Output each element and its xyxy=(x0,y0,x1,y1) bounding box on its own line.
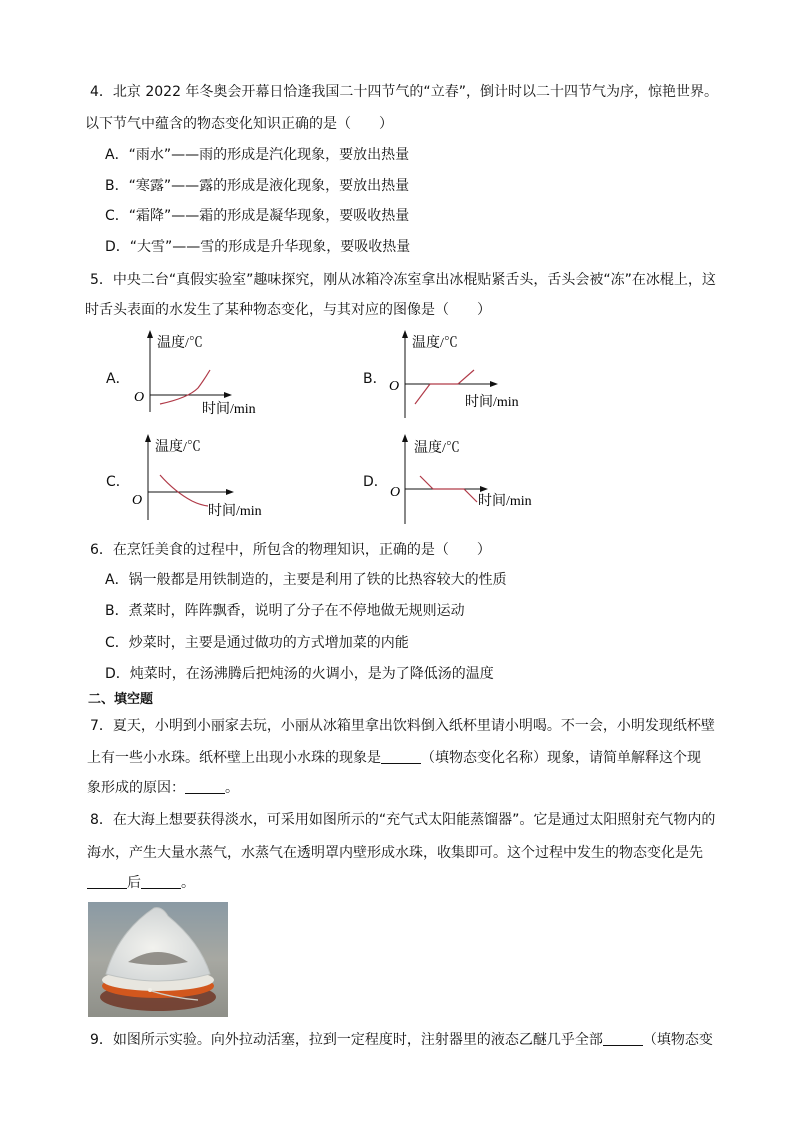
q6-option-b: B．煮菜时，阵阵飘香，说明了分子在不停地做无规则运动 xyxy=(105,603,465,619)
graph-c-label: C． xyxy=(106,474,130,490)
graph-c-origin: O xyxy=(132,493,143,508)
q8-line1: 8．在大海上想要获得淡水，可采用如图所示的“充气式太阳能蒸馏器”。它是通过太阳照射充气物内的 xyxy=(90,812,716,828)
q4-stem-line1: 4．北京 2022 年冬奥会开幕日恰逢我国二十四节气的“立春”，倒计时以二十四节气为序，惊艳世界。 xyxy=(90,84,718,100)
q9-line1-text-b: （填物态变 xyxy=(642,1032,713,1048)
q6-option-c: C．炒菜时，主要是通过做功的方式增加菜的内能 xyxy=(105,635,409,651)
graph-c-ylabel: 温度/℃ xyxy=(155,440,201,455)
q6-stem: 6．在烹饪美食的过程中，所包含的物理知识，正确的是（ ） xyxy=(90,542,491,558)
q7-line3 xyxy=(87,778,239,798)
graph-b-xlabel: 时间/min xyxy=(465,395,519,410)
q6-option-a: A．锅一般都是用铁制造的，主要是利用了铁的比热容较大的性质 xyxy=(105,572,507,588)
q8-line3 xyxy=(87,873,195,893)
graph-d-xlabel: 时间/min xyxy=(478,494,532,509)
graph-b-ylabel: 温度/℃ xyxy=(412,336,458,351)
q4-option-d: D．“大雪”——雪的形成是升华现象，要吸收热量 xyxy=(105,239,411,255)
q7-line2-text-b: （填物态变化名称）现象，请简单解释这个现 xyxy=(421,750,701,766)
q4-option-c: C．“霜降”——霜的形成是凝华现象，要吸收热量 xyxy=(105,208,410,224)
q5-stem-line2: 时舌头表面的水发生了某种物态变化，与其对应的图像是（ ） xyxy=(85,302,491,318)
graph-d-label: D． xyxy=(363,474,388,490)
q7-blank-1[interactable] xyxy=(381,749,421,764)
q6-option-d: D．炖菜时，在汤沸腾后把炖汤的火调小，是为了降低汤的温度 xyxy=(105,666,494,682)
q4-option-b: B．“寒露”——露的形成是液化现象，要放出热量 xyxy=(105,178,410,194)
graph-c-xlabel: 时间/min xyxy=(208,504,262,519)
graph-a-origin: O xyxy=(134,390,145,405)
section-title: 二、填空题 xyxy=(88,692,154,707)
graph-a-xlabel: 时间/min xyxy=(202,402,256,417)
q7-line3-text-a: 象形成的原因： xyxy=(87,780,185,796)
graph-b-label: B． xyxy=(363,371,387,387)
q7-line3-text-b: 。 xyxy=(225,780,239,796)
graph-c xyxy=(130,432,280,527)
graph-d-ylabel: 温度/℃ xyxy=(414,441,460,456)
graph-b-origin: O xyxy=(389,379,400,394)
solar-still-photo xyxy=(88,902,228,1017)
q8-blank-2[interactable] xyxy=(141,874,181,889)
graph-a-label: A． xyxy=(106,371,130,387)
q9-line1-text-a: 9．如图所示实验。向外拉动活塞，拉到一定程度时，注射器里的液态乙醚几乎全部 xyxy=(90,1032,603,1048)
q8-line3-text-b: 。 xyxy=(181,875,195,891)
graph-a-ylabel: 温度/℃ xyxy=(157,336,203,351)
graph-a xyxy=(130,328,270,423)
q5-stem-line1: 5．中央二台“真假实验室”趣味探究，刚从冰箱冷冻室拿出冰棍贴紧舌头，舌头会被“冻”在冰棍上，这 xyxy=(90,272,716,288)
q4-option-a: A．“雨水”——雨的形成是汽化现象，要放出热量 xyxy=(105,147,410,163)
q8-line2: 海水，产生大量水蒸气，水蒸气在透明罩内壁形成水珠，收集即可。这个过程中发生的物态变化是先 xyxy=(87,845,703,861)
graph-d xyxy=(388,432,543,527)
q4-stem-line2: 以下节气中蕴含的物态变化知识正确的是（ ） xyxy=(85,116,393,132)
q9-line1 xyxy=(90,1030,713,1050)
graph-b xyxy=(388,328,538,423)
q7-blank-2[interactable] xyxy=(185,779,225,794)
q9-blank-1[interactable] xyxy=(603,1031,643,1046)
q7-line2-text-a: 上有一些小水珠。纸杯壁上出现小水珠的现象是 xyxy=(87,750,381,766)
q8-blank-1[interactable] xyxy=(87,874,127,889)
graph-d-origin: O xyxy=(390,485,401,500)
q7-line1: 7．夏天，小明到小丽家去玩，小丽从冰箱里拿出饮料倒入纸杯里请小明喝。不一会，小明发现纸杯壁 xyxy=(90,718,715,734)
q8-line3-text-a: 后 xyxy=(127,875,141,891)
q7-line2 xyxy=(87,748,701,768)
